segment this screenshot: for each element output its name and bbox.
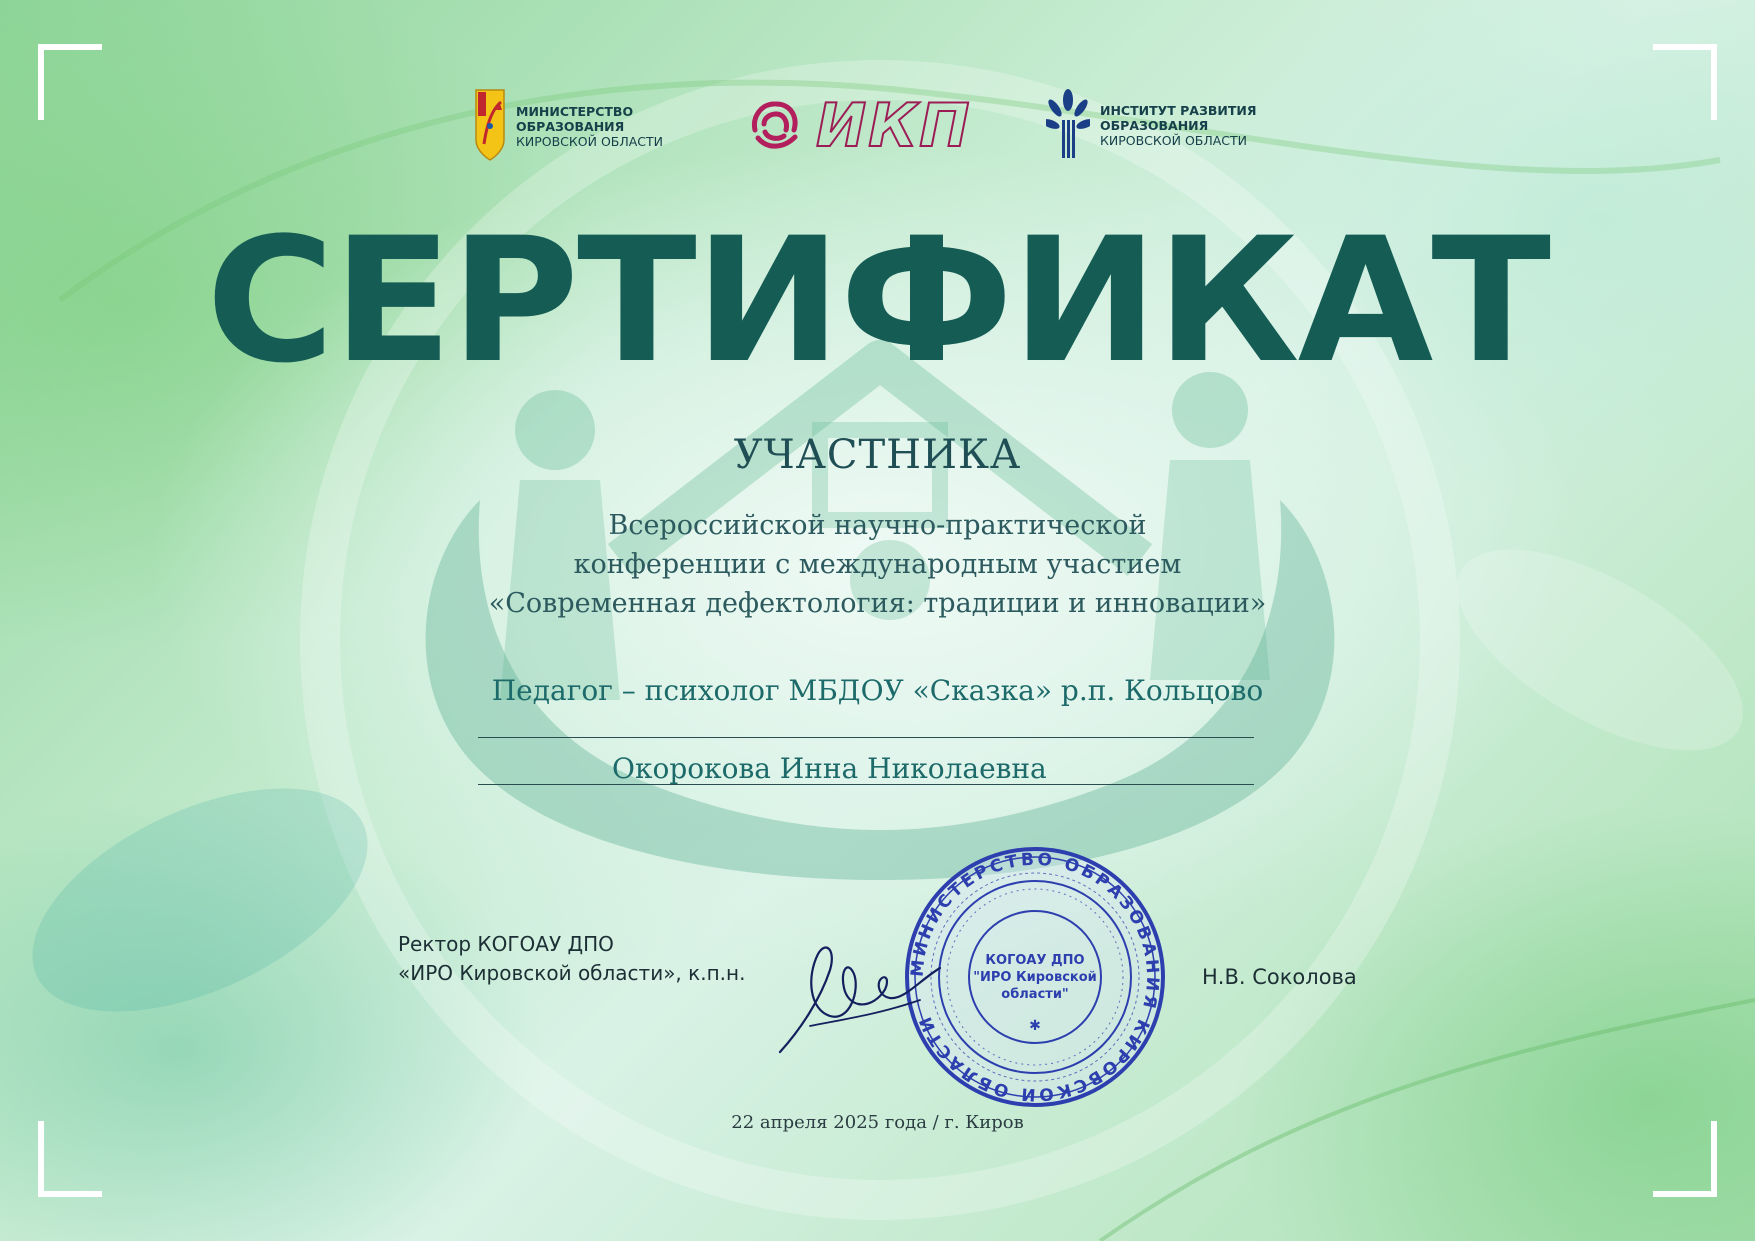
- corner-bracket-top-left: [38, 44, 102, 120]
- stamp-center-line-2: "ИРО Кировской: [973, 970, 1097, 985]
- signature-handwritten: [770, 930, 960, 1060]
- stamp-center-line-3: области": [1001, 987, 1069, 1002]
- signatory-title-line-2: «ИРО Кировской области», к.п.н.: [398, 961, 746, 985]
- institute-logo: [1046, 86, 1256, 164]
- institute-logo-line1: ИНСТИТУТ РАЗВИТИЯ: [1100, 102, 1257, 118]
- certificate-title: СЕРТИФИКАТ: [206, 200, 1549, 401]
- coat-of-arms-icon: [474, 86, 506, 166]
- participant-name: Окорокова Инна Николаевна: [612, 752, 1047, 785]
- institute-logo-line2: ОБРАЗОВАНИЯ: [1100, 117, 1209, 133]
- signatory-title: [398, 930, 745, 988]
- ministry-logo-line1: МИНИСТЕРСТВО: [516, 103, 634, 119]
- ikp-logo: [746, 94, 998, 158]
- signatory-name: Н.В. Соколова: [1202, 965, 1357, 989]
- event-line-1: Всероссийской научно-практической: [608, 510, 1147, 541]
- certificate-subtitle: УЧАСТНИКА: [733, 432, 1022, 478]
- signatory-title-line-1: Ректор КОГОАУ ДПО: [398, 932, 614, 956]
- ministry-logo-line3: КИРОВСКОЙ ОБЛАСТИ: [516, 133, 664, 149]
- position-underline: [478, 737, 1254, 738]
- ikp-logo-mark: [746, 94, 998, 158]
- corner-bracket-top-right: [1653, 44, 1717, 120]
- name-underline: [478, 784, 1254, 785]
- stamp-ring-text: МИНИСТЕРСТВО ОБРАЗОВАНИЯ КИРОВСКОЙ ОБЛАСТИ: [907, 849, 1163, 1105]
- participant-position: Педагог – психолог МБДОУ «Сказка» р.п. Кольцово: [491, 674, 1264, 707]
- stamp-center-line-1: КОГОАУ ДПО: [985, 953, 1085, 968]
- logos-header: [474, 86, 1294, 166]
- institute-logo-line3: КИРОВСКОЙ ОБЛАСТИ: [1100, 132, 1248, 148]
- ministry-logo: [474, 86, 663, 166]
- event-line-2: конференции с международным участием: [573, 549, 1182, 580]
- ministry-logo-line2: ОБРАЗОВАНИЯ: [516, 118, 625, 134]
- event-line-3: «Современная дефектология: традиции и инновации»: [488, 588, 1267, 619]
- institute-flower-icon: [1046, 86, 1090, 164]
- issue-date-place: 22 апреля 2025 года / г. Киров: [731, 1112, 1024, 1133]
- stamp-star-icon: ✱: [1029, 1018, 1041, 1034]
- event-description: [0, 506, 1755, 623]
- ikp-logo-text: ИКП: [816, 94, 972, 158]
